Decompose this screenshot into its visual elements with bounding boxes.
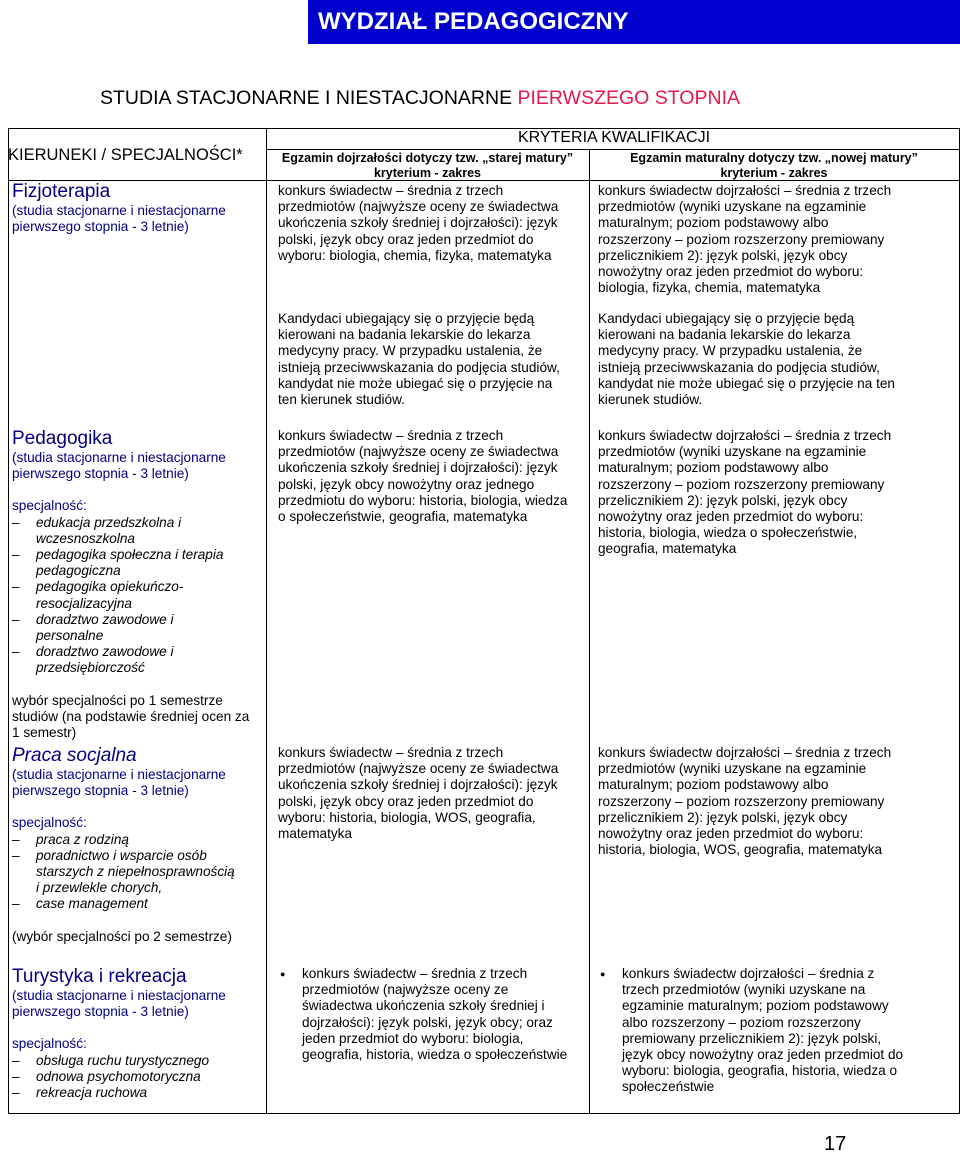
spec-item: – case management <box>12 896 237 912</box>
fizjoterapia-old-criteria: konkurs świadectw – średnia z trzech przedmiotów (najwyższe oceny ze świadectwa ukończenia szkoły średniej i dojrzałości): język polski, język obcy oraz jeden przedmiot do wyboru: biologia, chemia, fizyka, matematyka <box>278 183 559 263</box>
criteria-bullet: ● konkurs świadectw – średnia z trzech przedmiotów (najwyższe oceny ze świadectwa ukończenia szkoły średniej i dojrzałości): język polski, język obcy; oraz jeden przedmiot do wyboru: biologia, geografia, historia, wiedza o społeczeństwie <box>276 966 576 1063</box>
turystyka-old-list <box>276 966 576 1063</box>
pedagogika-name: Pedagogika <box>12 428 113 449</box>
spec-item: – doradztwo zawodowe i personalne <box>12 612 227 644</box>
subtitle-accent: PIERWSZEGO STOPNIA <box>517 87 740 109</box>
spec-item: – praca z rodziną <box>12 832 237 848</box>
spec-item: – odnowa psychomotoryczna <box>12 1069 260 1085</box>
spec-item: – edukacja przedszkolna i wczesnoszkolna <box>12 515 227 547</box>
subtitle-prefix: STUDIA STACJONARNE I NIESTACJONARNE <box>100 87 518 109</box>
old-exam-title: Egzamin dojrzałości dotyczy tzw. „starej matury” <box>281 151 574 165</box>
praca-old-criteria: konkurs świadectw – średnia z trzech przedmiotów (najwyższe oceny ze świadectwa ukończenia szkoły średniej i dojrzałości): język polski, język obcy oraz jeden przedmiot do wyboru: historia, biologia, WOS, geografia, matematyka <box>278 745 559 842</box>
praca-mode: (studia stacjonarne i niestacjonarne <box>12 767 226 782</box>
turystyka-new-criteria <box>596 966 906 1096</box>
turystyka-old-criteria <box>276 966 576 1063</box>
old-exam-sub: kryterium - zakres <box>373 166 481 180</box>
praca-note: (wybór specjalności po 2 semestrze) <box>12 928 232 944</box>
criteria-header: KRYTERIA KWALIFIKACJI <box>517 129 711 146</box>
fizjoterapia-level: pierwszego stopnia - 3 letnie) <box>12 219 189 235</box>
spec-item: – doradztwo zawodowe i przedsiębiorczość <box>12 644 227 676</box>
turystyka-cell <box>12 966 260 1101</box>
praca-spec-label: specjalność: <box>12 815 87 831</box>
page-number: 17 <box>824 1133 847 1155</box>
criteria-header-border <box>266 149 960 150</box>
old-exam-header <box>270 151 585 181</box>
praca-level: pierwszego stopnia - 3 letnie) <box>12 783 189 799</box>
spec-item: – rekreacja ruchowa <box>12 1085 260 1101</box>
praca-name: Praca socjalna <box>12 745 137 766</box>
left-border <box>8 128 9 1113</box>
pedagogika-note: wybór specjalności po 1 semestrze studiów (na podstawie średniej ocen za 1 semestr) <box>12 692 250 741</box>
page-subtitle <box>100 87 740 110</box>
spec-item: – obsługa ruchu turystycznego <box>12 1053 260 1069</box>
pedagogika-new-criteria: konkurs świadectw dojrzałości – średnia z trzech przedmiotów (wyniki uzyskane na egzaminie maturalnym; poziom podstawowy albo rozszerzony – poziom rozszerzony premiowany przelicznikiem 2): język polski, język obcy nowożytny oraz jeden przedmiot do wyboru: historia, biologia, wiedza o społeczeństwie, geografia, matematyka <box>598 428 892 557</box>
turystyka-level: pierwszego stopnia - 3 letnie) <box>12 1004 189 1020</box>
fizjoterapia-name: Fizjoterapia <box>12 181 111 202</box>
pedagogika-spec-list <box>12 515 227 677</box>
spec-item: – pedagogika opiekuńczo-resocjalizacyjna <box>12 579 227 611</box>
faculty-title: WYDZIAŁ PEDAGOGICZNY <box>308 0 960 44</box>
pedagogika-cell <box>12 428 260 741</box>
praca-spec-list <box>12 832 237 913</box>
table-bottom-border <box>8 1113 960 1114</box>
new-exam-sub: kryterium - zakres <box>720 166 828 180</box>
col1-border <box>266 128 267 1113</box>
criteria-bullet: ● konkurs świadectw dojrzałości – średnia z trzech przedmiotów (wyniki uzyskane na egzaminie maturalnym; poziom podstawowy albo rozszerzony – poziom rozszerzony premiowany przelicznikiem 2): język polski, język obcy nowożytny oraz jeden przedmiot do wyboru: biologia, geografia, historia, wiedza o społeczeństwie <box>596 966 906 1096</box>
turystyka-name: Turystyka i rekreacja <box>12 966 187 987</box>
spec-item: – pedagogika społeczna i terapia pedagogiczna <box>12 547 227 579</box>
fizjoterapia-medical-new: Kandydaci ubiegający się o przyjęcie będą kierowani na badania lekarskie do lekarza medycyny pracy. W przypadku ustalenia, że istnieją przeciwwskazania do podjęcia studiów, kandydat nie może ubiegać się o przyjęcie na ten kierunek studiów. <box>598 311 895 408</box>
fizjoterapia-new-criteria: konkurs świadectw dojrzałości – średnia z trzech przedmiotów (wyniki uzyskane na egzaminie maturalnym; poziom podstawowy albo rozszerzony – poziom rozszerzony premiowany przelicznikiem 2): język polski, język obcy nowożytny oraz jeden przedmiot do wyboru: biologia, fizyka, chemia, matematyka <box>598 183 892 296</box>
turystyka-spec-list <box>12 1053 260 1102</box>
pedagogika-old-criteria: konkurs świadectw – średnia z trzech przedmiotów (najwyższe oceny ze świadectwa ukończenia szkoły średniej i dojrzałości): język polski, język obcy nowożytny oraz jednego przedmiotu do wyboru: historia, biologia, wiedza o społeczeństwie, geografia, matematyka <box>278 428 568 525</box>
fizjoterapia-cell <box>12 181 262 235</box>
fizjoterapia-mode: (studia stacjonarne i niestacjonarne <box>12 203 226 218</box>
turystyka-new-list <box>596 966 906 1096</box>
col1-header: KIERUNEKI / SPECJALNOŚCI* <box>8 146 243 164</box>
pedagogika-mode: (studia stacjonarne i niestacjonarne <box>12 450 226 465</box>
spec-item: – poradnictwo i wsparcie osób starszych z niepełnosprawnością i przewlekle chorych, <box>12 848 237 897</box>
praca-cell <box>12 745 260 945</box>
fizjoterapia-medical-old: Kandydaci ubiegający się o przyjęcie będą kierowani na badania lekarskie do lekarza medycyny pracy. W przypadku ustalenia, że istnieją przeciwwskazania do podjęcia studiów, kandydat nie może ubiegać się o przyjęcie na ten kierunek studiów. <box>278 311 560 408</box>
col2-border <box>589 149 590 1113</box>
new-exam-header <box>592 151 956 181</box>
turystyka-spec-label: specjalność: <box>12 1036 87 1052</box>
turystyka-mode: (studia stacjonarne i niestacjonarne <box>12 988 226 1003</box>
pedagogika-spec-label: specjalność: <box>12 498 87 514</box>
new-exam-title: Egzamin maturalny dotyczy tzw. „nowej matury” <box>630 151 918 165</box>
praca-new-criteria: konkurs świadectw dojrzałości – średnia z trzech przedmiotów (wyniki uzyskane na egzaminie maturalnym; poziom podstawowy albo rozszerzony – poziom rozszerzony premiowany przelicznikiem 2): język polski, język obcy nowożytny oraz jeden przedmiot do wyboru: historia, biologia, WOS, geografia, matematyka <box>598 745 892 858</box>
pedagogika-level: pierwszego stopnia - 3 letnie) <box>12 466 189 482</box>
